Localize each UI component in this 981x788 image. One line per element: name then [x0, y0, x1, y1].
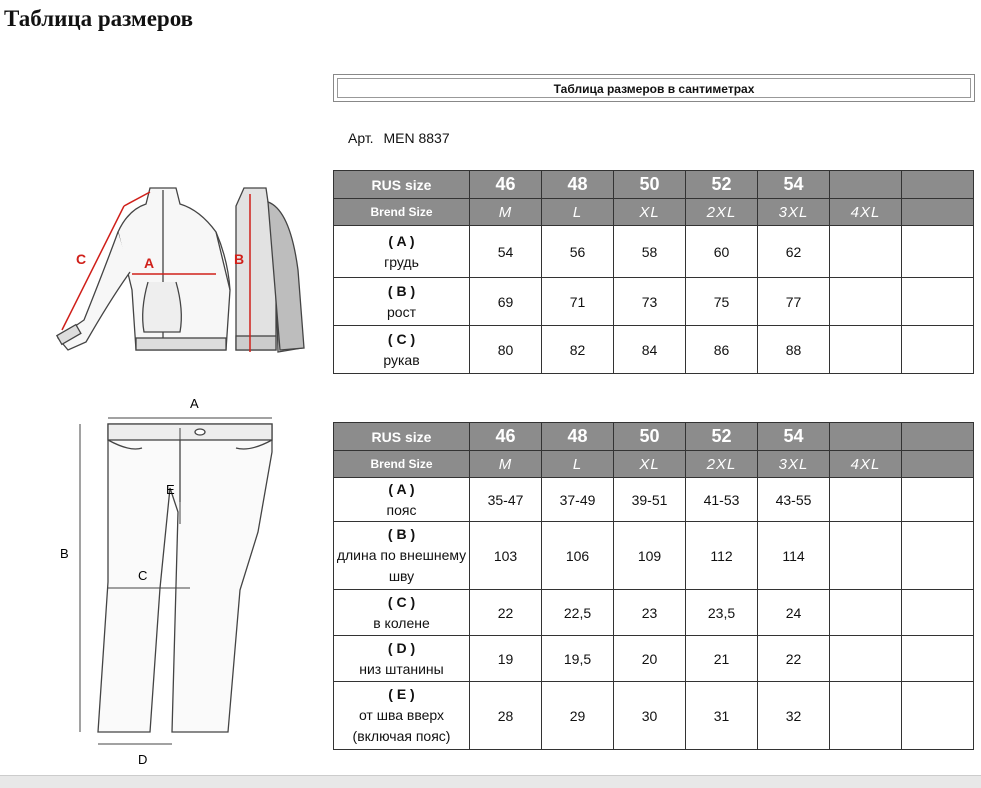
- value-cell: 103: [470, 522, 542, 590]
- measure-label: [334, 278, 470, 326]
- value-cell: 88: [758, 326, 830, 374]
- value-cell: [830, 226, 902, 278]
- measure-name: длина по внешнему шву: [336, 547, 467, 584]
- rus-size-row: [334, 423, 974, 451]
- value-cell: 19,5: [542, 636, 614, 682]
- brand-size-row: [334, 451, 974, 478]
- value-cell: 56: [542, 226, 614, 278]
- value-cell: 60: [686, 226, 758, 278]
- value-cell: 21: [686, 636, 758, 682]
- value-cell: [830, 590, 902, 636]
- brand-size-cell: M: [470, 451, 542, 478]
- value-cell: 22,5: [542, 590, 614, 636]
- measure-name: грудь: [384, 253, 419, 270]
- rus-size-cell: 52: [686, 171, 758, 199]
- measure-name: низ штанины: [359, 660, 444, 677]
- article-number: [348, 130, 456, 146]
- measure-code: ( A ): [388, 232, 415, 249]
- value-cell: 84: [614, 326, 686, 374]
- measure-code: ( E ): [388, 686, 415, 702]
- measure-label: [334, 590, 470, 636]
- rus-size-row: [334, 171, 974, 199]
- value-cell: 82: [542, 326, 614, 374]
- value-cell: [902, 278, 974, 326]
- rus-size-cell: 50: [614, 423, 686, 451]
- brand-size-cell: L: [542, 199, 614, 226]
- value-cell: 80: [470, 326, 542, 374]
- table-row: [334, 636, 974, 682]
- value-cell: [902, 636, 974, 682]
- measure-code: ( D ): [387, 639, 416, 656]
- pants-label-e: E: [166, 482, 175, 497]
- brand-size-cell: [902, 199, 974, 226]
- value-cell: [830, 682, 902, 750]
- measure-name: рукав: [383, 351, 420, 368]
- measure-name: пояс: [386, 501, 417, 518]
- measure-label: [334, 522, 470, 590]
- rus-size-label: RUS size: [334, 171, 470, 199]
- rus-size-cell: 46: [470, 171, 542, 199]
- value-cell: 35-47: [470, 478, 542, 522]
- value-cell: [902, 682, 974, 750]
- brand-size-label: Brend Size: [334, 451, 470, 478]
- brand-size-cell: 2XL: [686, 451, 758, 478]
- jacket-label-a: A: [144, 255, 155, 271]
- value-cell: [902, 478, 974, 522]
- value-cell: 30: [614, 682, 686, 750]
- pants-drawing: [98, 424, 272, 732]
- rus-size-cell: 48: [542, 423, 614, 451]
- jacket-label-c: C: [76, 251, 87, 267]
- value-cell: [830, 326, 902, 374]
- value-cell: 58: [614, 226, 686, 278]
- pants-label-a: A: [190, 396, 199, 411]
- rus-size-cell: 52: [686, 423, 758, 451]
- value-cell: 41-53: [686, 478, 758, 522]
- value-cell: 23: [614, 590, 686, 636]
- value-cell: [830, 522, 902, 590]
- brand-size-cell: 2XL: [686, 199, 758, 226]
- table-row: [334, 590, 974, 636]
- value-cell: 19: [470, 636, 542, 682]
- value-cell: 39-51: [614, 478, 686, 522]
- bottom-scroll-bar[interactable]: [0, 775, 981, 788]
- brand-size-cell: L: [542, 451, 614, 478]
- pants-illustration: [50, 392, 300, 772]
- rus-size-cell: 50: [614, 171, 686, 199]
- brand-size-row: [334, 199, 974, 226]
- value-cell: 71: [542, 278, 614, 326]
- value-cell: 77: [758, 278, 830, 326]
- measure-name: в колене: [373, 614, 430, 631]
- page-title: Таблица размеров: [4, 6, 194, 31]
- rus-size-cell: 48: [542, 171, 614, 199]
- value-cell: 43-55: [758, 478, 830, 522]
- value-cell: 86: [686, 326, 758, 374]
- value-cell: 114: [758, 522, 830, 590]
- value-cell: 37-49: [542, 478, 614, 522]
- pants-label-b: B: [60, 546, 69, 561]
- pants-label-d: D: [138, 752, 148, 767]
- brand-size-cell: [902, 451, 974, 478]
- table-row: [334, 326, 974, 374]
- value-cell: [830, 278, 902, 326]
- brand-size-label: Brend Size: [334, 199, 470, 226]
- value-cell: [902, 326, 974, 374]
- table-row: [334, 522, 974, 590]
- jacket-side-drawing: [236, 188, 304, 352]
- brand-size-cell: 4XL: [830, 451, 902, 478]
- value-cell: 32: [758, 682, 830, 750]
- brand-size-cell: 3XL: [758, 199, 830, 226]
- measure-name: рост: [387, 303, 416, 320]
- brand-size-cell: M: [470, 199, 542, 226]
- value-cell: 22: [470, 590, 542, 636]
- jacket-illustration: [40, 180, 320, 365]
- value-cell: 73: [614, 278, 686, 326]
- jacket-size-table: [333, 170, 974, 374]
- rus-size-cell: [830, 171, 902, 199]
- value-cell: 54: [470, 226, 542, 278]
- measure-code: ( A ): [388, 480, 415, 497]
- measure-code: ( B ): [387, 526, 416, 542]
- value-cell: [902, 590, 974, 636]
- value-cell: [902, 522, 974, 590]
- measure-label: [334, 636, 470, 682]
- brand-size-cell: XL: [614, 199, 686, 226]
- value-cell: [902, 226, 974, 278]
- measure-label: [334, 478, 470, 522]
- measure-code: ( C ): [387, 593, 416, 610]
- table-row: [334, 226, 974, 278]
- rus-size-cell: 46: [470, 423, 542, 451]
- value-cell: 28: [470, 682, 542, 750]
- table-title: Таблица размеров в сантиметрах: [337, 78, 971, 98]
- value-cell: 20: [614, 636, 686, 682]
- measure-code: ( C ): [387, 330, 416, 347]
- rus-size-cell: 54: [758, 423, 830, 451]
- value-cell: 106: [542, 522, 614, 590]
- value-cell: 23,5: [686, 590, 758, 636]
- value-cell: 109: [614, 522, 686, 590]
- value-cell: 22: [758, 636, 830, 682]
- table-row: [334, 478, 974, 522]
- value-cell: [830, 478, 902, 522]
- table-row: [334, 278, 974, 326]
- measure-label: [334, 682, 470, 750]
- value-cell: 75: [686, 278, 758, 326]
- article-value: MEN 8837: [383, 130, 450, 146]
- measure-label: [334, 226, 470, 278]
- pants-size-table: [333, 422, 974, 750]
- measure-name: от шва вверх (включая пояс): [352, 707, 451, 744]
- article-label: Арт.: [348, 130, 374, 146]
- measure-code: ( B ): [387, 282, 416, 299]
- brand-size-cell: XL: [614, 451, 686, 478]
- rus-size-cell: [830, 423, 902, 451]
- table-row: [334, 682, 974, 750]
- value-cell: [830, 636, 902, 682]
- value-cell: 69: [470, 278, 542, 326]
- brand-size-cell: 3XL: [758, 451, 830, 478]
- table-title-box: [333, 74, 975, 102]
- jacket-label-b: B: [234, 251, 245, 267]
- value-cell: 112: [686, 522, 758, 590]
- measure-label: [334, 326, 470, 374]
- value-cell: 24: [758, 590, 830, 636]
- rus-size-label: RUS size: [334, 423, 470, 451]
- rus-size-cell: 54: [758, 171, 830, 199]
- value-cell: 62: [758, 226, 830, 278]
- value-cell: 29: [542, 682, 614, 750]
- rus-size-cell: [902, 423, 974, 451]
- rus-size-cell: [902, 171, 974, 199]
- value-cell: 31: [686, 682, 758, 750]
- brand-size-cell: 4XL: [830, 199, 902, 226]
- pants-label-c: C: [138, 568, 148, 583]
